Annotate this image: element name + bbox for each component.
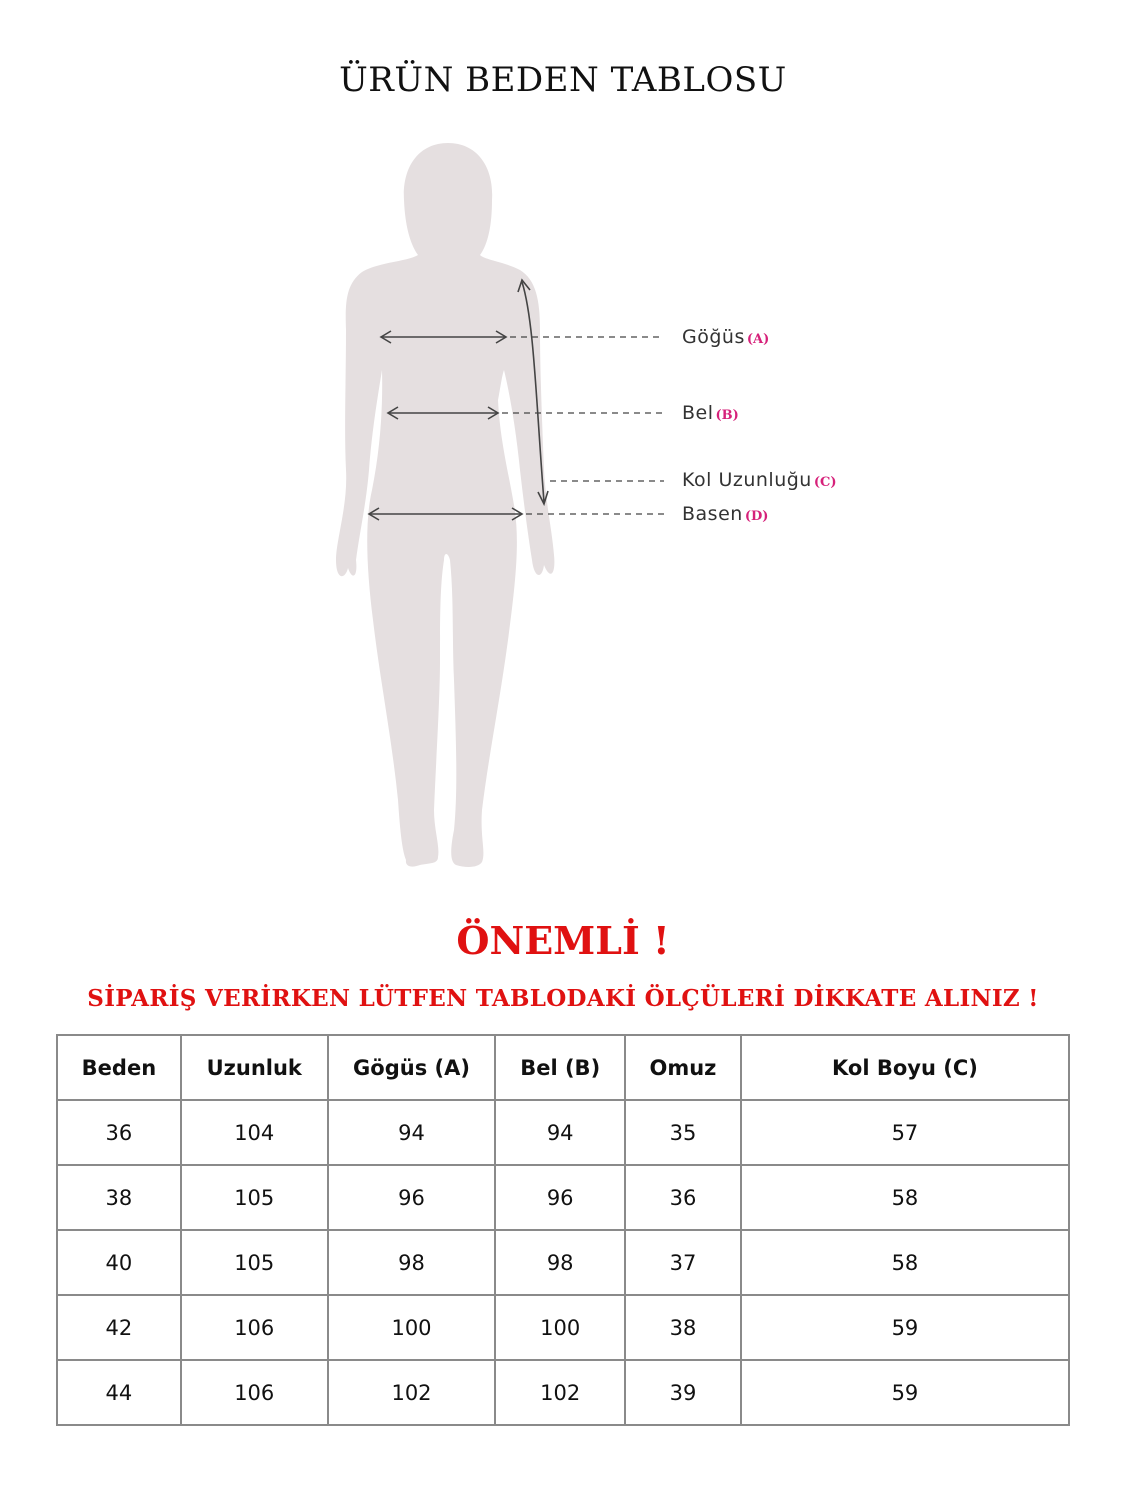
waist-label-text: Bel — [682, 402, 714, 424]
table-cell: 58 — [741, 1165, 1069, 1230]
table-header-row — [57, 1035, 1069, 1100]
table-cell: 36 — [625, 1165, 741, 1230]
table-cell: 40 — [57, 1230, 181, 1295]
body-silhouette — [336, 143, 554, 867]
waist-label — [682, 402, 739, 424]
table-cell: 44 — [57, 1360, 181, 1425]
table-row — [57, 1360, 1069, 1425]
table-cell: 94 — [495, 1100, 625, 1165]
table-cell: 96 — [328, 1165, 496, 1230]
header-size: Beden — [57, 1035, 181, 1100]
header-sleeve: Kol Boyu (C) — [741, 1035, 1069, 1100]
table-cell: 38 — [57, 1165, 181, 1230]
table-cell: 94 — [328, 1100, 496, 1165]
table-cell: 35 — [625, 1100, 741, 1165]
table-cell: 100 — [328, 1295, 496, 1360]
table-cell: 98 — [328, 1230, 496, 1295]
hip-label-code: (D) — [744, 509, 769, 524]
header-chest: Gögüs (A) — [328, 1035, 496, 1100]
header-waist: Bel (B) — [495, 1035, 625, 1100]
table-cell: 42 — [57, 1295, 181, 1360]
table-cell: 58 — [741, 1230, 1069, 1295]
table-cell: 36 — [57, 1100, 181, 1165]
table-row — [57, 1165, 1069, 1230]
measurement-diagram — [0, 130, 1126, 890]
header-shoulder: Omuz — [625, 1035, 741, 1100]
table-cell: 39 — [625, 1360, 741, 1425]
table-cell: 59 — [741, 1295, 1069, 1360]
sleeve-label — [682, 469, 837, 491]
table-row — [57, 1100, 1069, 1165]
hip-label-text: Basen — [682, 503, 743, 525]
table-row — [57, 1295, 1069, 1360]
table-cell: 102 — [328, 1360, 496, 1425]
table-cell: 38 — [625, 1295, 741, 1360]
sleeve-label-code: (C) — [813, 475, 837, 490]
table-cell: 102 — [495, 1360, 625, 1425]
table-cell: 57 — [741, 1100, 1069, 1165]
table-cell: 96 — [495, 1165, 625, 1230]
table-cell: 98 — [495, 1230, 625, 1295]
chest-label-text: Göğüs — [682, 326, 745, 348]
table-cell: 106 — [181, 1360, 328, 1425]
header-length: Uzunluk — [181, 1035, 328, 1100]
waist-label-code: (B) — [715, 408, 739, 423]
size-table — [56, 1034, 1070, 1426]
table-cell: 105 — [181, 1230, 328, 1295]
chest-label-code: (A) — [746, 332, 770, 347]
notice-text: SİPARİŞ VERİRKEN LÜTFEN TABLODAKİ ÖLÇÜLERİ DİKKATE ALINIZ ! — [87, 985, 1039, 1012]
hip-label — [682, 503, 768, 525]
page-title: ÜRÜN BEDEN TABLOSU — [339, 60, 787, 100]
table-cell: 106 — [181, 1295, 328, 1360]
table-cell: 37 — [625, 1230, 741, 1295]
table-row — [57, 1230, 1069, 1295]
sleeve-label-text: Kol Uzunluğu — [682, 469, 812, 491]
table-cell: 100 — [495, 1295, 625, 1360]
table-cell: 105 — [181, 1165, 328, 1230]
table-cell: 104 — [181, 1100, 328, 1165]
notice-title: ÖNEMLİ ! — [456, 918, 670, 963]
table-cell: 59 — [741, 1360, 1069, 1425]
chest-label — [682, 326, 769, 348]
